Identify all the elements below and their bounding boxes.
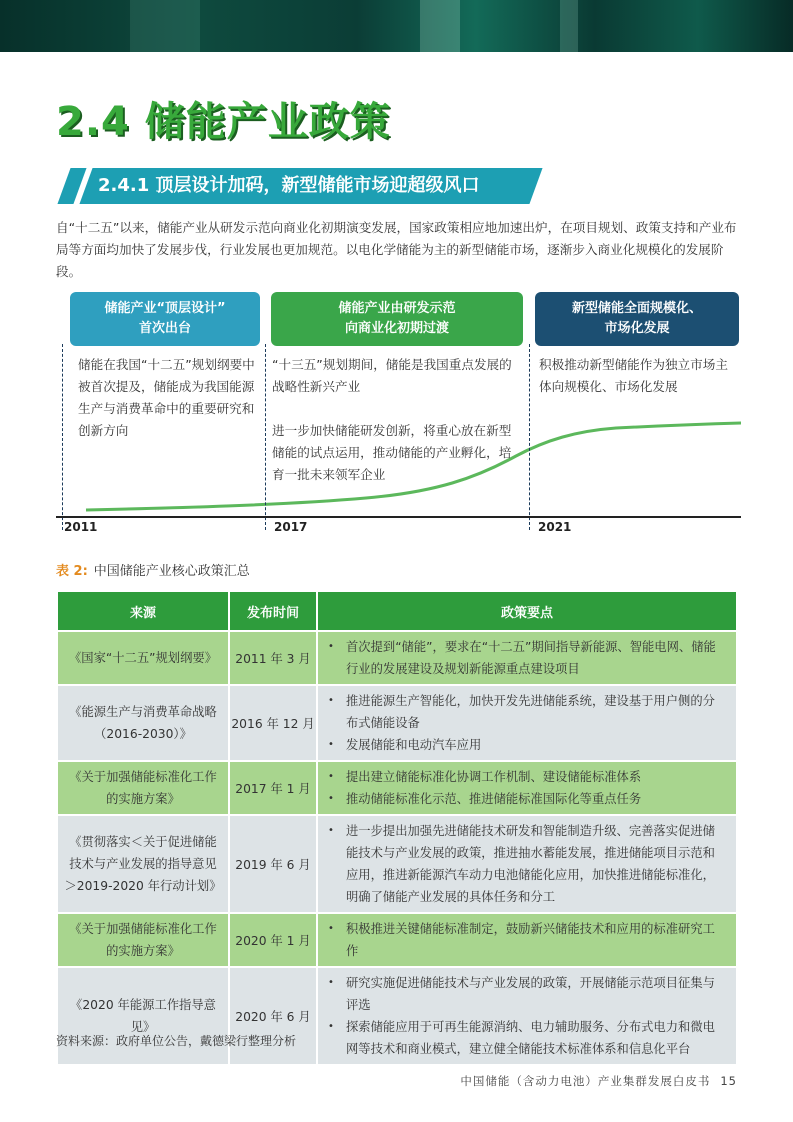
year-label-2017: 2017	[274, 520, 308, 534]
table-row	[57, 761, 737, 815]
phase-text-3: 积极推动新型储能作为独立市场主体向规模化、市场化发展	[539, 357, 728, 394]
col-header-points: 政策要点	[317, 591, 737, 631]
table-caption	[56, 560, 250, 579]
cell-date: 2020 年 6 月	[229, 967, 317, 1065]
cell-source: 《能源生产与消费革命战略（2016-2030）》	[57, 685, 229, 761]
table-number: 表 2:	[56, 564, 88, 579]
policy-point: • 发展储能和电动汽车应用	[328, 734, 726, 756]
phase-text-1: 储能在我国“十二五”规划纲要中被首次提及，储能成为我国能源生产与消费革命中的重要研究和创新方向	[78, 357, 255, 438]
section-title: 2.4 储能产业政策	[56, 99, 391, 145]
table-row	[57, 913, 737, 967]
policy-point: • 提出建立储能标准化协调工作机制、建设储能标准体系	[328, 766, 726, 788]
policy-point: • 研究实施促进储能技术与产业发展的政策，开展储能示范项目征集与评选	[328, 972, 726, 1016]
cell-source: 《关于加强储能标准化工作的实施方案》	[57, 913, 229, 967]
cell-points	[317, 913, 737, 967]
col-header-date: 发布时间	[229, 591, 317, 631]
cell-source: 《国家“十二五”规划纲要》	[57, 631, 229, 685]
policy-timeline	[56, 288, 741, 538]
year-label-2021: 2021	[538, 520, 572, 534]
policy-point: • 进一步提出加强先进储能技术研发和智能制造升级、完善落实促进储能技术与产业发展的政策，推进抽水蓄能发展，推进储能项目示范和应用，推进新能源汽车动力电池储能化应用，加快推进储能标准化，明确了储能产业发展的具体任务和分工	[328, 820, 726, 908]
phase-header-3: 新型储能全面规模化、 市场化发展	[535, 292, 739, 346]
phase-header-2: 储能产业由研发示范 向商业化初期过渡	[271, 292, 523, 346]
cell-date: 2017 年 1 月	[229, 761, 317, 815]
cell-points	[317, 967, 737, 1065]
intro-paragraph: 自“十二五”以来，储能产业从研发示范向商业化初期演变发展，国家政策相应地加速出炉，在项目规划、政策支持和产业布局等方面均加快了发展步伐，行业发展也更加规范。以电化学储能为主的新型储能市场，逐渐步入商业化规模化的发展阶段。	[56, 220, 737, 279]
cell-points	[317, 685, 737, 761]
divider-2021	[529, 344, 530, 530]
cell-source: 《关于加强储能标准化工作的实施方案》	[57, 761, 229, 815]
policy-point: • 首次提到“储能”，要求在“十二五”期间指导新能源、智能电网、储能行业的发展建设及规划新能源重点建设项目	[328, 636, 726, 680]
cell-date: 2011 年 3 月	[229, 631, 317, 685]
source-note: 资料来源：政府单位公告，戴德梁行整理分析	[56, 1034, 297, 1048]
table-title: 中国储能产业核心政策汇总	[93, 564, 250, 579]
policy-point: • 积极推进关键储能标准制定，鼓励新兴储能技术和应用的标准研究工作	[328, 918, 726, 962]
table-row	[57, 685, 737, 761]
cell-points	[317, 761, 737, 815]
cell-date: 2016 年 12 月	[229, 685, 317, 761]
table-row	[57, 815, 737, 913]
top-banner-image	[0, 0, 793, 52]
policy-point: • 推进能源生产智能化，加快开发先进储能系统，建设基于用户侧的分布式储能设备	[328, 690, 726, 734]
cell-source: 《2020 年能源工作指导意见》	[57, 967, 229, 1065]
policy-table	[56, 590, 738, 1066]
table-row	[57, 967, 737, 1065]
policy-point: • 探索储能应用于可再生能源消纳、电力辅助服务、分布式电力和微电网等技术和商业模式，建立健全储能技术标准体系和信息化平台	[328, 1016, 726, 1060]
timeline-axis	[56, 516, 741, 518]
col-header-source: 来源	[57, 591, 229, 631]
page-number: 15	[720, 1074, 737, 1088]
cell-source: 《贯彻落实＜关于促进储能技术与产业发展的指导意见＞2019-2020 年行动计划》	[57, 815, 229, 913]
divider-2011	[62, 344, 63, 530]
subsection-title: 2.4.1 顶层设计加码，新型储能市场迎超级风口	[98, 175, 480, 196]
divider-2017	[265, 344, 266, 530]
year-label-2011: 2011	[64, 520, 98, 534]
footer-doc-title: 中国储能（含动力电池）产业集群发展白皮书	[460, 1074, 711, 1088]
cell-points	[317, 631, 737, 685]
phase-header-1: 储能产业“顶层设计” 首次出台	[70, 292, 260, 346]
phase-text-2: “十三五”规划期间，储能是我国重点发展的战略性新兴产业 进一步加快储能研发创新，将重心放在新型储能的试点运用，推动储能的产业孵化，培育一批未来领军企业	[272, 357, 512, 482]
policy-point: • 推动储能标准化示范、推进储能标准国际化等重点任务	[328, 788, 726, 810]
cell-points	[317, 815, 737, 913]
cell-date: 2020 年 1 月	[229, 913, 317, 967]
page-footer	[460, 1073, 737, 1089]
cell-date: 2019 年 6 月	[229, 815, 317, 913]
table-header-row	[57, 591, 737, 631]
table-row	[57, 631, 737, 685]
